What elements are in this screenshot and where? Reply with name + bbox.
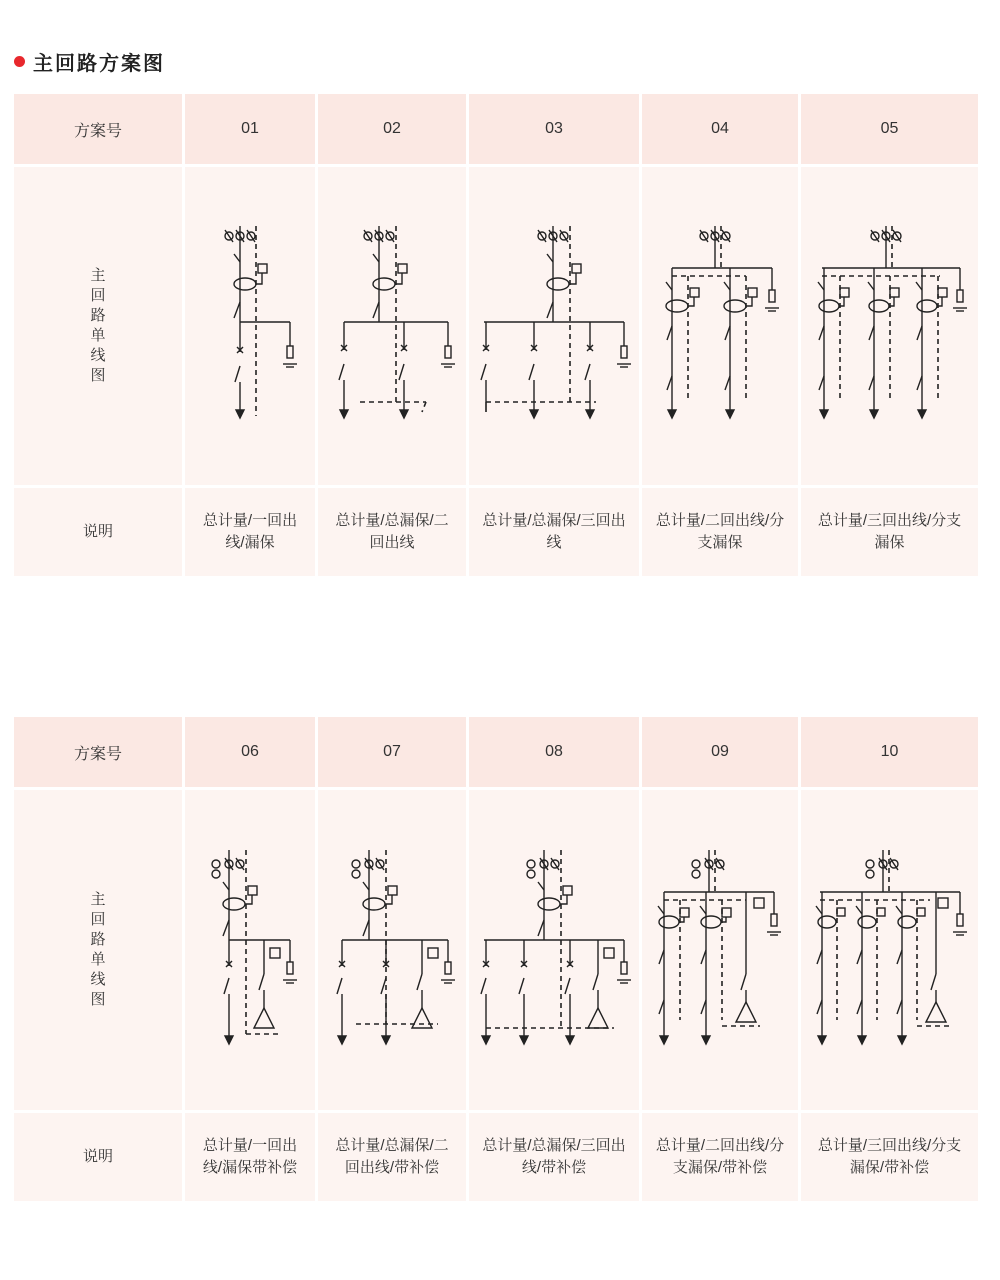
- description-text-08: 总计量/总漏保/三回出线/带补偿: [482, 1137, 626, 1176]
- description-03: [469, 488, 639, 576]
- single-line-diagram-03: [474, 226, 634, 426]
- description-text-03: 总计量/总漏保/三回出线: [482, 512, 626, 551]
- scheme-no-10: 10: [801, 717, 978, 787]
- description-text-01: 总计量/一回出线/漏保: [202, 512, 298, 551]
- diagram-10: [801, 790, 978, 1110]
- diagram-04: [642, 167, 798, 485]
- diagram-row: [14, 167, 978, 485]
- description-05: [801, 488, 978, 576]
- scheme-no-01: 01: [185, 94, 315, 164]
- red-dot-icon: [14, 56, 25, 67]
- page-title: 主回路方案图: [33, 52, 165, 75]
- row-label-description: 说明: [14, 1113, 182, 1201]
- diagram-05: [801, 167, 978, 485]
- diagram-03: [469, 167, 639, 485]
- description-09: [642, 1113, 798, 1201]
- single-line-diagram-07: [322, 850, 462, 1050]
- single-line-diagram-10: [810, 850, 970, 1050]
- scheme-number-row: [14, 94, 978, 164]
- description-text-02: 总计量/总漏保/二回出线: [335, 512, 449, 551]
- diagram-08: [469, 790, 639, 1110]
- row-label-diagram: [14, 167, 182, 485]
- scheme-table-1: [11, 91, 981, 579]
- diagram-09: [642, 790, 798, 1110]
- diagram-row: [14, 790, 978, 1110]
- scheme-no-02: 02: [318, 94, 466, 164]
- row-label-scheme-no: 方案号: [14, 717, 182, 787]
- description-10: [801, 1113, 978, 1201]
- scheme-no-07: 07: [318, 717, 466, 787]
- diagram-label: 主回路单线图: [90, 267, 106, 384]
- description-06: [185, 1113, 315, 1201]
- scheme-no-05: 05: [801, 94, 978, 164]
- scheme-no-09: 09: [642, 717, 798, 787]
- scheme-no-08: 08: [469, 717, 639, 787]
- page-title-block: [14, 46, 165, 76]
- diagram-label: 主回路单线图: [90, 891, 106, 1008]
- description-02: [318, 488, 466, 576]
- description-text-10: 总计量/三回出线/分支漏保/带补偿: [817, 1137, 962, 1176]
- description-text-09: 总计量/二回出线/分支漏保/带补偿: [655, 1137, 785, 1176]
- scheme-no-04: 04: [642, 94, 798, 164]
- description-row: [14, 1113, 978, 1201]
- single-line-diagram-08: [474, 850, 634, 1050]
- description-04: [642, 488, 798, 576]
- description-text-07: 总计量/总漏保/二回出线/带补偿: [335, 1137, 449, 1176]
- scheme-number-row: [14, 717, 978, 787]
- description-text-06: 总计量/一回出线/漏保带补偿: [202, 1137, 298, 1176]
- diagram-02: [318, 167, 466, 485]
- scheme-table-2: [11, 714, 981, 1204]
- description-01: [185, 488, 315, 576]
- diagram-06: [185, 790, 315, 1110]
- scheme-no-06: 06: [185, 717, 315, 787]
- single-line-diagram-01: [190, 226, 310, 426]
- diagram-01: [185, 167, 315, 485]
- description-text-04: 总计量/二回出线/分支漏保: [655, 512, 785, 551]
- single-line-diagram-09: [650, 850, 790, 1050]
- description-text-05: 总计量/三回出线/分支漏保: [817, 512, 962, 551]
- description-row: [14, 488, 978, 576]
- row-label-diagram: [14, 790, 182, 1110]
- diagram-07: [318, 790, 466, 1110]
- single-line-diagram-05: [810, 226, 970, 426]
- description-07: [318, 1113, 466, 1201]
- row-label-scheme-no: 方案号: [14, 94, 182, 164]
- description-08: [469, 1113, 639, 1201]
- scheme-no-03: 03: [469, 94, 639, 164]
- row-label-description: 说明: [14, 488, 182, 576]
- single-line-diagram-06: [190, 850, 310, 1050]
- single-line-diagram-04: [650, 226, 790, 426]
- single-line-diagram-02: [322, 226, 462, 426]
